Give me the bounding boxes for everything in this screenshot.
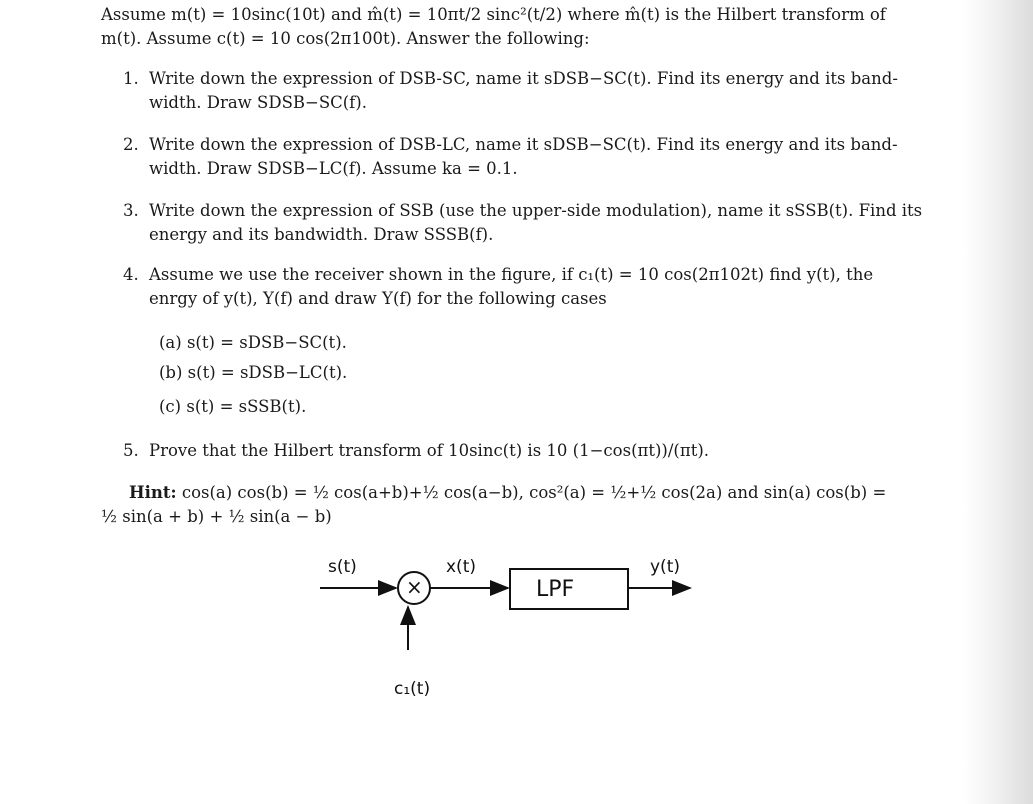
multiply-symbol: × xyxy=(406,575,423,599)
intro-line-1: Assume m(t) = 10sinc(10t) and m̂(t) = 10πt/2 sinc²(t/2) where m̂(t) is the Hilbert transform of xyxy=(101,5,886,24)
question-text: Write down the expression of SSB (use the upper-side modulation), name it sSSB(t). Find its xyxy=(149,201,923,220)
hint-label: Hint: xyxy=(129,483,177,502)
question-text: Assume we use the receiver shown in the figure, if c₁(t) = 10 cos(2π102t) find y(t), the xyxy=(149,265,874,284)
output-label: y(t) xyxy=(650,557,680,577)
intro-line-2: m(t). Assume c(t) = 10 cos(2π100t). Answer the following: xyxy=(101,29,590,48)
question-text: energy and its bandwidth. Draw SSSB(f). xyxy=(149,225,494,244)
case-b: (b) s(t) = sDSB−LC(t). xyxy=(159,363,348,382)
case-a: (a) s(t) = sDSB−SC(t). xyxy=(159,333,347,352)
question-number: 3. xyxy=(123,201,139,220)
case-c: (c) s(t) = sSSB(t). xyxy=(159,397,307,416)
question-number: 1. xyxy=(123,69,139,88)
question-number: 2. xyxy=(123,135,139,154)
hint-text: ½ sin(a + b) + ½ sin(a − b) xyxy=(101,507,332,526)
question-text: Prove that the Hilbert transform of 10sinc(t) is 10 (1−cos(πt))/(πt). xyxy=(149,441,710,460)
question-text: width. Draw SDSB−SC(f). xyxy=(149,93,367,112)
question-number: 4. xyxy=(123,265,139,284)
question-text: enrgy of y(t), Y(f) and draw Y(f) for the following cases xyxy=(149,289,607,308)
lpf-label: LPF xyxy=(536,577,575,602)
question-text: Write down the expression of DSB-LC, name it sDSB−SC(t). Find its energy and its band- xyxy=(149,135,898,154)
diagram-lines xyxy=(300,555,720,715)
carrier-label: c₁(t) xyxy=(394,679,431,699)
question-text: width. Draw SDSB−LC(f). Assume ka = 0.1. xyxy=(149,159,518,178)
input-label: s(t) xyxy=(328,557,357,577)
hint xyxy=(101,481,901,529)
receiver-diagram xyxy=(300,555,720,715)
question-text: Write down the expression of DSB-SC, name it sDSB−SC(t). Find its energy and its band- xyxy=(149,69,898,88)
intro xyxy=(101,3,901,51)
question-number: 5. xyxy=(123,441,139,460)
hint-text: cos(a) cos(b) = ½ cos(a+b)+½ cos(a−b), cos²(a) = ½+½ cos(2a) and sin(a) cos(b) = xyxy=(181,483,887,502)
mixer-output-label: x(t) xyxy=(446,557,476,577)
page-edge-shadow xyxy=(963,0,1033,804)
